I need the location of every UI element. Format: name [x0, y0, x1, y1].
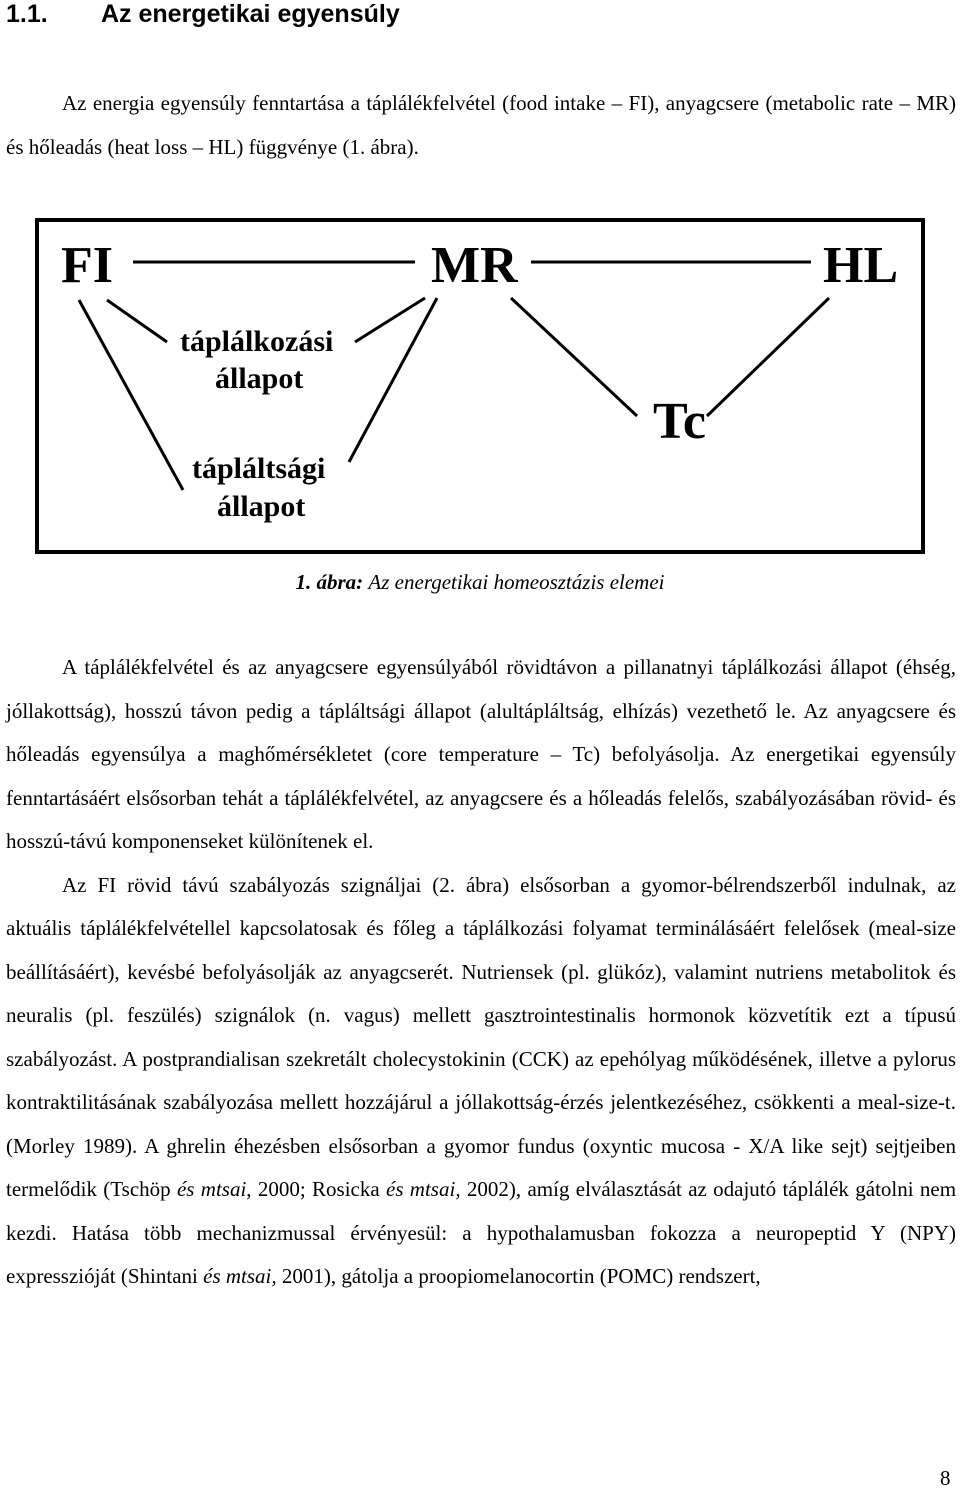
- energy-homeostasis-figure: [35, 218, 925, 554]
- mr-tc-line: [511, 298, 637, 416]
- node-hl: HL: [823, 237, 899, 294]
- node-nourishment-state-line1: tápláltsági: [192, 452, 326, 485]
- body-text: [6, 646, 956, 1299]
- citation-etal-2: és mtsai,: [386, 1177, 461, 1201]
- node-nourishment-state-line2: állapot: [217, 490, 306, 523]
- paragraph-2: [6, 873, 956, 1289]
- figure-caption: [0, 566, 960, 598]
- citation-etal-3: és mtsai,: [203, 1264, 277, 1288]
- figure-caption-text: Az energetikai homeosztázis elemei: [368, 570, 665, 594]
- node-nutritional-state-line1: táplálkozási: [180, 325, 334, 358]
- citation-etal-1: és mtsai: [176, 1177, 247, 1201]
- hl-tc-line: [707, 298, 829, 416]
- intro-text: Az energia egyensúly fenntartása a táplálékfelvétel (food intake – FI), anyagcsere (metabolic rate – MR) és hőleadás (heat loss – HL) függvénye (1. ábra).: [6, 91, 956, 159]
- node-mr: MR: [431, 237, 518, 294]
- paragraph-1: A táplálékfelvétel és az anyagcsere egyensúlyából rövidtávon a pillanatnyi táplálkozási állapot (éhség, jóllakottság), hosszú távon pedig a tápláltsági állapot (alultápláltság, elhízás) vezethető le. Az anyagcsere és hőleadás egyensúlya a maghőmérsékletet (core temperature – Tc) befolyásolja. Az energetikai egyensúly fenntartásáért elsősorban tehát a táplálékfelvétel, az anyagcsere és a hőleadás felelős, szabályozásában rövid- és hosszú-távú komponenseket különítenek el.: [6, 655, 956, 853]
- paragraph-2-part-d: 2001), gátolja a proopiomelanocortin (POMC) rendszert,: [281, 1264, 761, 1288]
- paragraph-2-part-a: Az FI rövid távú szabályozás szignáljai (2. ábra) elsősorban a gyomor-bélrendszerből indulnak, az aktuális táplálékfelvétellel kapcsolatosak és főleg a táplálkozási folyamat terminálásáért felelősek (meal-size beállításáért), kevésbé befolyásolják az anyagcserét. Nutriensek (pl. glükóz), valamint nutriens metabolitok és neuralis (pl. feszülés) szignálok (n. vagus) mellett gasztrointestinalis hormonok közvetítik ezt a típusú szabályozást. A postprandialisan szekretált cholecystokinin (CCK) az epehólyag működésének, illetve a pylorus kontraktilitásának szabályozása mellett hozzájárul a jóllakottság-érzés jelentkezéséhez, csökkenti a meal-size-t. (Morley 1989). A ghrelin éhezésben elsősorban a gyomor fundus (oxyntic mucosa - X/A like sejt) sejtjeiben termelődik (Tschöp: [6, 872, 956, 1201]
- section-number: 1.1.: [6, 0, 48, 28]
- mr-nutritional-line: [355, 298, 425, 342]
- fi-nourishment-line: [79, 300, 183, 490]
- fi-nutritional-line: [107, 300, 167, 342]
- figure-diagram: [35, 218, 925, 554]
- node-nutritional-state-line2: állapot: [215, 362, 304, 395]
- node-fi: FI: [61, 237, 113, 294]
- figure-caption-label: 1. ábra:: [295, 570, 364, 594]
- intro-paragraph: [6, 82, 956, 169]
- node-tc: Tc: [653, 393, 706, 450]
- paragraph-2-part-b: , 2000; Rosicka: [246, 1177, 380, 1201]
- section-title: Az energetikai egyensúly: [101, 0, 400, 28]
- page-number: 8: [940, 1466, 951, 1490]
- mr-nourishment-line: [349, 298, 437, 462]
- section-heading: [6, 0, 400, 34]
- paragraph-2-part-c: 2002), amíg elválasztását az odajutó táplálék gátolni nem kezdi. Hatása több mechanizmussal érvényesül: a hypothalamusban fokozza a neuropeptid Y (NPY) expresszióját (Shintani: [6, 1177, 957, 1288]
